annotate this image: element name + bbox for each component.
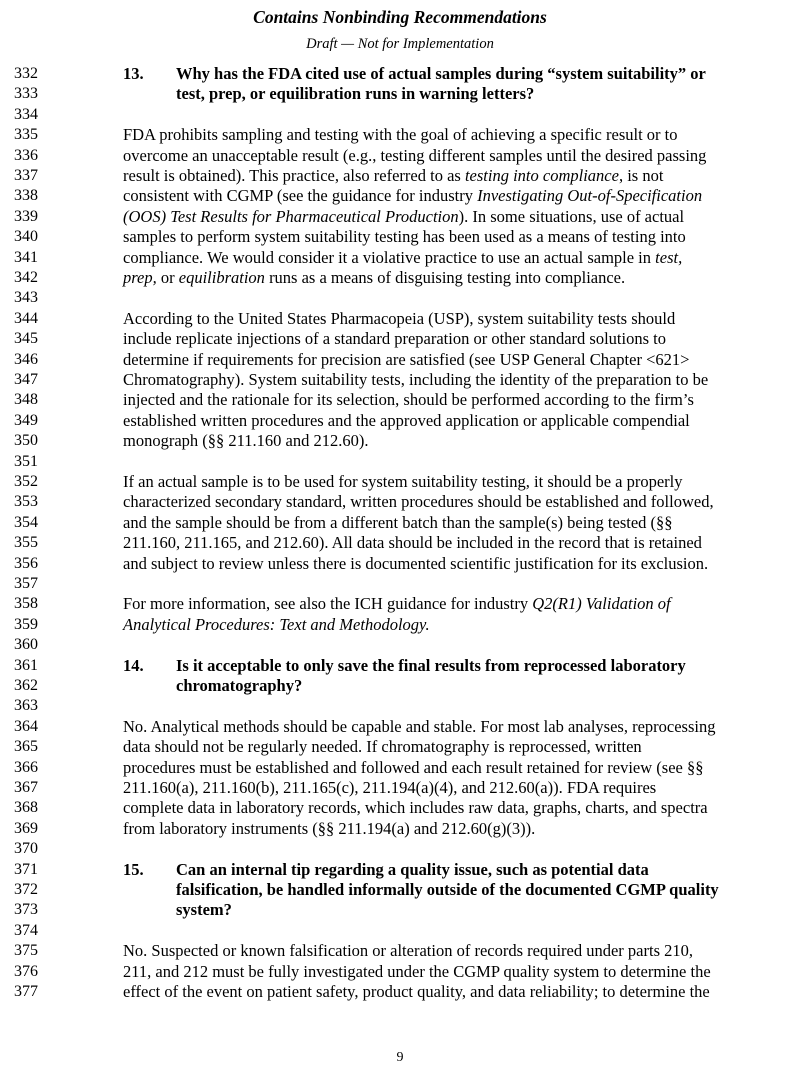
text-run: data should not be regularly needed. If chromatography is reprocessed, written — [123, 737, 642, 757]
paragraph-line — [123, 737, 783, 757]
paragraph-line — [123, 370, 783, 390]
text-run: compliance. We would consider it a violative practice to use an actual sample in — [123, 247, 656, 267]
text-run: ). In some situations, use of actual — [458, 206, 685, 226]
paragraph-line — [123, 146, 783, 166]
line-number: 334 — [14, 105, 38, 123]
document-line — [0, 350, 800, 370]
text-run: runs as a means of disguising testing into compliance. — [264, 268, 626, 287]
line-number: 362 — [14, 677, 38, 694]
document-line — [0, 635, 800, 655]
document-line — [0, 513, 800, 533]
italic-text: Q2(R1) Validation of — [532, 594, 671, 614]
line-number: 364 — [14, 717, 38, 735]
line-number: 355 — [14, 534, 38, 552]
paragraph-line — [123, 248, 783, 268]
paragraph-line — [123, 125, 783, 145]
line-number: 338 — [14, 187, 38, 205]
text-run: or — [156, 268, 179, 287]
document-line — [0, 288, 800, 308]
line-number: 363 — [14, 697, 38, 715]
text-run: consistent with CGMP (see the guidance for industry — [123, 186, 478, 206]
document-line — [0, 615, 800, 635]
document-line — [0, 717, 800, 737]
line-number: 340 — [14, 228, 38, 246]
line-number: 359 — [14, 615, 38, 633]
text-run: , is not — [618, 166, 664, 185]
document-line — [0, 309, 800, 329]
paragraph-line — [123, 717, 783, 737]
paragraph-line — [123, 186, 783, 206]
italic-text: test, — [655, 247, 683, 267]
paragraph-line — [123, 554, 783, 574]
line-number: 336 — [14, 146, 38, 164]
line-number: 371 — [14, 860, 38, 878]
text-run: overcome an unacceptable result (e.g., testing different samples until the desired passing — [123, 145, 707, 165]
document-line — [0, 472, 800, 492]
italic-text: equilibration — [178, 268, 265, 287]
document-line — [0, 921, 800, 941]
document-line — [0, 574, 800, 594]
paragraph-line — [123, 982, 783, 1002]
line-number: 361 — [14, 656, 38, 674]
question-heading-text: Can an internal tip regarding a quality issue, such as potential data — [176, 859, 649, 879]
line-number: 372 — [14, 881, 38, 898]
line-number: 353 — [14, 493, 38, 511]
document-line — [0, 64, 800, 84]
text-run: samples to perform system suitability testing has been used as a means of testing into — [123, 227, 686, 247]
document-line — [0, 962, 800, 982]
paragraph-line — [123, 431, 783, 451]
paragraph-line — [123, 268, 783, 288]
line-number: 357 — [14, 575, 38, 592]
document-line — [0, 839, 800, 859]
paragraph-line — [123, 492, 783, 512]
paragraph-line — [123, 941, 783, 961]
document-line — [0, 533, 800, 553]
document-line — [0, 186, 800, 206]
paragraph-line — [123, 533, 783, 553]
text-run: No. Analytical methods should be capable and stable. For most lab analyses, reprocessing — [123, 716, 716, 736]
question-heading-text: Is it acceptable to only save the final results from reprocessed laboratory — [176, 655, 686, 675]
line-number: 366 — [14, 758, 38, 776]
document-line — [0, 105, 800, 125]
text-run: result is obtained). This practice, also referred to as — [123, 166, 465, 185]
document-line — [0, 554, 800, 574]
line-number: 354 — [14, 513, 38, 531]
line-number: 356 — [14, 554, 38, 572]
italic-text: Analytical Procedures: Text and Methodology. — [123, 614, 430, 634]
text-run: For more information, see also the ICH guidance for industry — [123, 594, 533, 614]
text-run: effect of the event on patient safety, product quality, and data reliability; to determine the — [123, 982, 710, 1001]
header-title: Contains Nonbinding Recommendations — [253, 7, 547, 27]
line-number: 376 — [14, 962, 38, 980]
header-subtitle: Draft — Not for Implementation — [306, 36, 494, 52]
document-line — [0, 329, 800, 349]
document-line — [0, 941, 800, 961]
paragraph-line — [123, 798, 783, 818]
line-number: 344 — [14, 309, 38, 327]
paragraph-line — [123, 819, 783, 839]
document-line — [0, 248, 800, 268]
document-line — [0, 900, 800, 920]
question-heading-text: Why has the FDA cited use of actual samples during “system suitability” or — [176, 64, 706, 83]
paragraph-line — [123, 615, 783, 635]
document-line — [0, 819, 800, 839]
paragraph-line — [123, 350, 783, 370]
text-run: According to the United States Pharmacopeia (USP), system suitability tests should — [123, 308, 676, 328]
document-line — [0, 370, 800, 390]
text-run: monograph (§§ 211.160 and 212.60). — [123, 431, 369, 451]
question-number: 15. — [123, 859, 144, 879]
line-number: 370 — [14, 840, 38, 858]
question-number: 13. — [123, 64, 144, 83]
document-line — [0, 431, 800, 451]
line-number: 337 — [14, 167, 38, 184]
italic-text: Investigating Out-of-Specification — [477, 186, 703, 206]
text-run: include replicate injections of a standard preparation or other standard solutions to — [123, 329, 666, 349]
text-run: 211, and 212 must be fully investigated under the CGMP quality system to determine the — [123, 961, 711, 981]
text-run: No. Suspected or known falsification or alteration of records required under parts 210, — [123, 941, 693, 961]
paragraph-line — [123, 309, 783, 329]
text-run: characterized secondary standard, written procedures should be established and followed, — [123, 492, 714, 512]
document-line — [0, 798, 800, 818]
text-run: FDA prohibits sampling and testing with the goal of achieving a specific result or to — [123, 125, 678, 145]
line-number: 348 — [14, 391, 38, 409]
line-number: 345 — [14, 330, 38, 348]
line-number: 339 — [14, 207, 38, 225]
question-heading-text: test, prep, or equilibration runs in warning letters? — [176, 84, 535, 104]
line-number: 358 — [14, 595, 38, 613]
document-line — [0, 207, 800, 227]
text-run: If an actual sample is to be used for system suitability testing, it should be a properly — [123, 472, 683, 491]
line-number: 352 — [14, 473, 38, 490]
line-number: 360 — [14, 636, 38, 654]
paragraph-line — [123, 758, 783, 778]
line-number: 346 — [14, 350, 38, 368]
line-number: 349 — [14, 411, 38, 429]
line-number: 365 — [14, 738, 38, 756]
paragraph-line — [123, 390, 783, 410]
line-number: 373 — [14, 901, 38, 919]
text-run: Chromatography). System suitability tests, including the identity of the preparation to be — [123, 370, 709, 389]
text-run: from laboratory instruments (§§ 211.194(a) and 212.60(g)(3)). — [123, 818, 536, 838]
paragraph-line — [123, 513, 783, 533]
line-number: 369 — [14, 819, 38, 837]
line-number: 333 — [14, 85, 38, 103]
paragraph-line — [123, 227, 783, 247]
document-line — [0, 227, 800, 247]
document-line — [0, 594, 800, 614]
text-run: and subject to review unless there is documented scientific justification for its exclusion. — [123, 553, 709, 573]
line-number: 335 — [14, 126, 38, 144]
document-line — [0, 166, 800, 186]
paragraph-line — [123, 329, 783, 349]
line-number: 368 — [14, 799, 38, 817]
document-line — [0, 737, 800, 757]
question-heading-text: chromatography? — [176, 676, 303, 695]
line-number: 342 — [14, 269, 38, 286]
italic-text: testing into compliance — [464, 166, 619, 185]
text-run: determine if requirements for precision are satisfied (see USP General Chapter <621> — [123, 349, 690, 369]
line-number: 367 — [14, 779, 38, 796]
line-number: 351 — [14, 452, 38, 470]
paragraph-line — [123, 472, 783, 492]
document-line — [0, 676, 800, 696]
paragraph-line — [123, 962, 783, 982]
text-run: 211.160, 211.165, and 212.60). All data should be included in the record that is retained — [123, 533, 702, 553]
paragraph-line — [123, 778, 783, 798]
line-number: 343 — [14, 289, 38, 307]
text-run: complete data in laboratory records, which includes raw data, graphs, charts, and spectra — [123, 798, 708, 818]
line-number: 347 — [14, 371, 38, 388]
line-number: 332 — [14, 65, 38, 82]
line-number: 377 — [14, 983, 38, 1000]
document-line — [0, 452, 800, 472]
text-run: 211.160(a), 211.160(b), 211.165(c), 211.194(a)(4), and 212.60(a)). FDA requires — [123, 778, 657, 797]
paragraph-line — [123, 207, 783, 227]
document-line — [0, 758, 800, 778]
document-line — [0, 411, 800, 431]
paragraph-line — [123, 411, 783, 431]
page-number: 9 — [396, 1050, 404, 1065]
line-number: 374 — [14, 921, 38, 939]
question-heading-text: falsification, be handled informally outside of the documented CGMP quality — [176, 880, 719, 899]
italic-text: (OOS) Test Results for Pharmaceutical Production — [123, 206, 459, 226]
text-run: established written procedures and the approved application or applicable compendial — [123, 410, 690, 430]
document-line — [0, 778, 800, 798]
document-line — [0, 390, 800, 410]
line-number: 341 — [14, 248, 38, 266]
question-number: 14. — [123, 655, 144, 675]
document-line — [0, 880, 800, 900]
document-line — [0, 125, 800, 145]
italic-text: prep, — [123, 268, 157, 287]
paragraph-line — [123, 594, 783, 614]
text-run: and the sample should be from a different batch than the sample(s) being tested (§§ — [123, 512, 673, 532]
document-line — [0, 146, 800, 166]
document-line — [0, 982, 800, 1002]
document-line — [0, 696, 800, 716]
document-line — [0, 860, 800, 880]
line-number: 350 — [14, 432, 38, 450]
text-run: injected and the rationale for its selection, should be performed according to the firm’s — [123, 390, 694, 410]
document-line — [0, 268, 800, 288]
paragraph-line — [123, 166, 783, 186]
question-heading-text: system? — [176, 900, 232, 920]
text-run: procedures must be established and followed and each result retained for review (see §§ — [123, 757, 704, 777]
line-number: 375 — [14, 942, 38, 960]
document-line — [0, 492, 800, 512]
document-line — [0, 84, 800, 104]
document-line — [0, 656, 800, 676]
